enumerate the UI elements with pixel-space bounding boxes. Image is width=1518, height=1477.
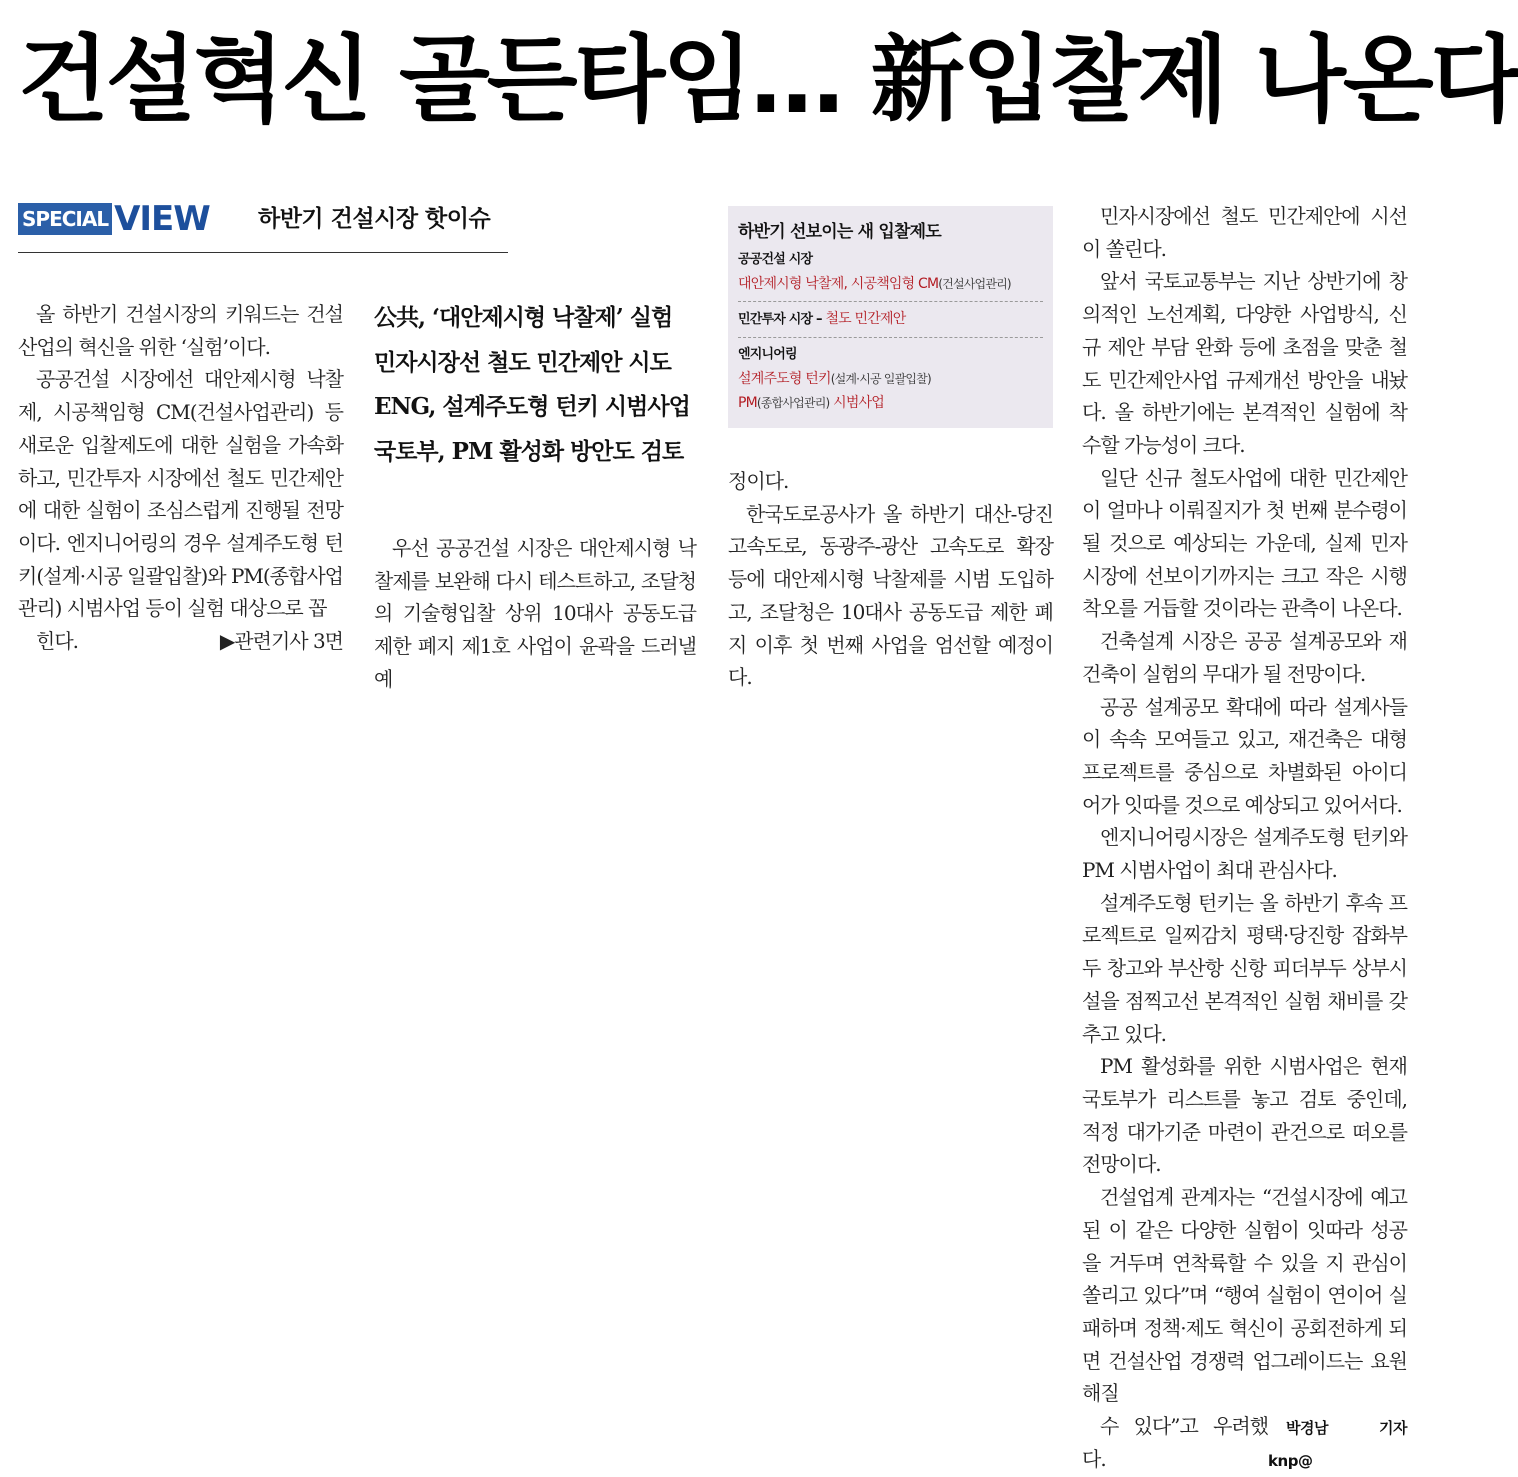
paragraph: PM 활성화를 위한 시범사업은 현재 국토부가 리스트를 놓고 검토 중인데, 적정 대가기준 마련이 관건으로 떠오를 전망이다. — [1082, 1054, 1407, 1177]
paragraph: 일단 신규 철도사업에 대한 민간제안이 얼마나 이뤄질지가 첫 번째 분수령이 될 것으로 예상되는 가운데, 실제 민자 시장에 선보이기까지는 크고 작은 시행착오를 거듭할 것이라는 관측이 나온다. — [1082, 465, 1407, 621]
paragraph: 설계주도형 턴키는 올 하반기 후속 프로젝트로 일찌감치 평택·당진항 잡화부두 창고와 부산항 신항 피더부두 상부시설을 점찍고선 본격적인 실험 채비를 갖추고 있다. — [1082, 890, 1407, 1046]
paragraph: 앞서 국토교통부는 지난 상반기에 창의적인 노선계획, 다양한 사업방식, 신규 제안 부담 완화 등에 초점을 맞춘 철도 민간제안사업 규제개선 방안을 내놨다. 올 하반기에는 본격적인 실험에 착수할 가능성이 크다. — [1082, 269, 1407, 457]
private-market-row — [738, 307, 1043, 332]
byline: 박경남 기자 knp@ — [1268, 1419, 1407, 1470]
public-market-label: 공공건설 시장 — [738, 252, 813, 267]
info-box — [728, 206, 1053, 428]
section-rule — [18, 252, 508, 253]
paragraph-end: 수 있다”고 우려했다. — [1082, 1414, 1269, 1471]
divider — [738, 337, 1043, 338]
column-3 — [728, 465, 1053, 694]
paragraph: 민자시장에선 철도 민간제안에 시선이 쏠린다. — [1082, 204, 1407, 261]
subheads — [374, 296, 696, 474]
column-1 — [18, 298, 343, 658]
engineering-item: PM — [738, 395, 757, 411]
headline: 건설혁신 골든타임… 新입찰제 나온다 — [18, 26, 1518, 135]
logo-view: VIEW — [114, 199, 210, 239]
related-article-link[interactable]: ▶관련기사 3면 — [219, 629, 343, 654]
special-view-logo — [18, 199, 210, 239]
subhead: 국토부, PM 활성화 방안도 검토 — [374, 437, 684, 465]
paragraph: 공공 설계공모 확대에 따라 설계사들이 속속 모여들고 있고, 재건축은 대형 프로젝트를 중심으로 차별화된 아이디어가 잇따를 것으로 예상되고 있어서다. — [1082, 694, 1407, 817]
subhead: ENG, 설계주도형 턴키 시범사업 — [374, 393, 690, 420]
public-market-items — [738, 272, 1043, 296]
section-title: 하반기 건설시장 핫이슈 — [258, 206, 491, 232]
paragraph: 올 하반기 건설시장의 키워드는 건설산업의 혁신을 위한 ‘실험’이다. — [18, 302, 343, 359]
private-market-item: 철도 민간제안 — [825, 311, 906, 327]
column-4 — [1082, 200, 1407, 1477]
engineering-note: (종합사업관리) — [756, 396, 830, 410]
subhead: 公共, ‘대안제시형 낙찰제’ 실험 — [374, 304, 673, 331]
paragraph: 우선 공공건설 시장은 대안제시형 낙찰제를 보완해 다시 테스트하고, 조달청의 기술형입찰 상위 10대사 공동도급 제한 폐지 제1호 사업이 윤곽을 드러낼 예 — [374, 536, 696, 691]
paragraph: 건설업계 관계자는 “건설시장에 예고된 이 같은 다양한 실험이 잇따라 성공을 거두며 연착륙할 수 있을 지 관심이 쏠리고 있다”며 “행여 실험이 연이어 실패하며 정책·제도 혁신이 공회전하게 되면 건설산업 경쟁력 업그레이드는 요원해질 — [1082, 1185, 1407, 1406]
paragraph-end: 힌다. — [36, 629, 78, 654]
paragraph: 정이다. — [728, 469, 789, 493]
column-2 — [374, 532, 696, 696]
engineering-item: 시범사업 — [829, 395, 884, 411]
private-market-label: 민간투자 시장 – — [738, 312, 826, 327]
public-market-note: (건설사업관리) — [938, 277, 1011, 291]
byline-line — [1082, 1410, 1407, 1477]
divider — [738, 301, 1043, 302]
engineering-label: 엔지니어링 — [738, 347, 797, 362]
engineering-item-2 — [738, 391, 1043, 415]
paragraph: 건축설계 시장은 공공 설계공모와 재건축이 실험의 무대가 될 전망이다. — [1082, 629, 1407, 686]
paragraph: 공공건설 시장에선 대안제시형 낙찰제, 시공책임형 CM(건설사업관리) 등 새로운 입찰제도에 대한 실험을 가속화하고, 민간투자 시장에선 철도 민간제안에 대한 실험이 조심스럽게 진행될 전망이다. 엔지니어링의 경우 설계주도형 턴키(설계·시공 일괄입찰)와 PM(종합사업관리) 시범사업 등이 실험 대상으로 꼽 — [18, 367, 343, 621]
engineering-note: (설계·시공 일괄입찰) — [830, 372, 931, 386]
logo-special: SPECIAL — [18, 203, 112, 235]
related-line — [18, 625, 343, 658]
paragraph: 엔지니어링시장은 설계주도형 턴키와 PM 시범사업이 최대 관심사다. — [1082, 825, 1407, 883]
engineering-item: 설계주도형 턴키 — [738, 371, 831, 387]
subhead: 민자시장선 철도 민간제안 시도 — [374, 348, 671, 376]
paragraph: 한국도로공사가 올 하반기 대산-당진 고속도로, 동광주-광산 고속도로 확장 등에 대안제시형 낙찰제를 시범 도입하고, 조달청은 10대사 공동도급 제한 폐지 이후 첫 번째 사업을 엄선할 예정이다. — [728, 501, 1053, 690]
info-box-title: 하반기 선보이는 새 입찰제도 — [738, 222, 941, 242]
engineering-item-1 — [738, 367, 1043, 391]
public-market-item: 대안제시형 낙찰제, 시공책임형 CM — [738, 276, 939, 292]
